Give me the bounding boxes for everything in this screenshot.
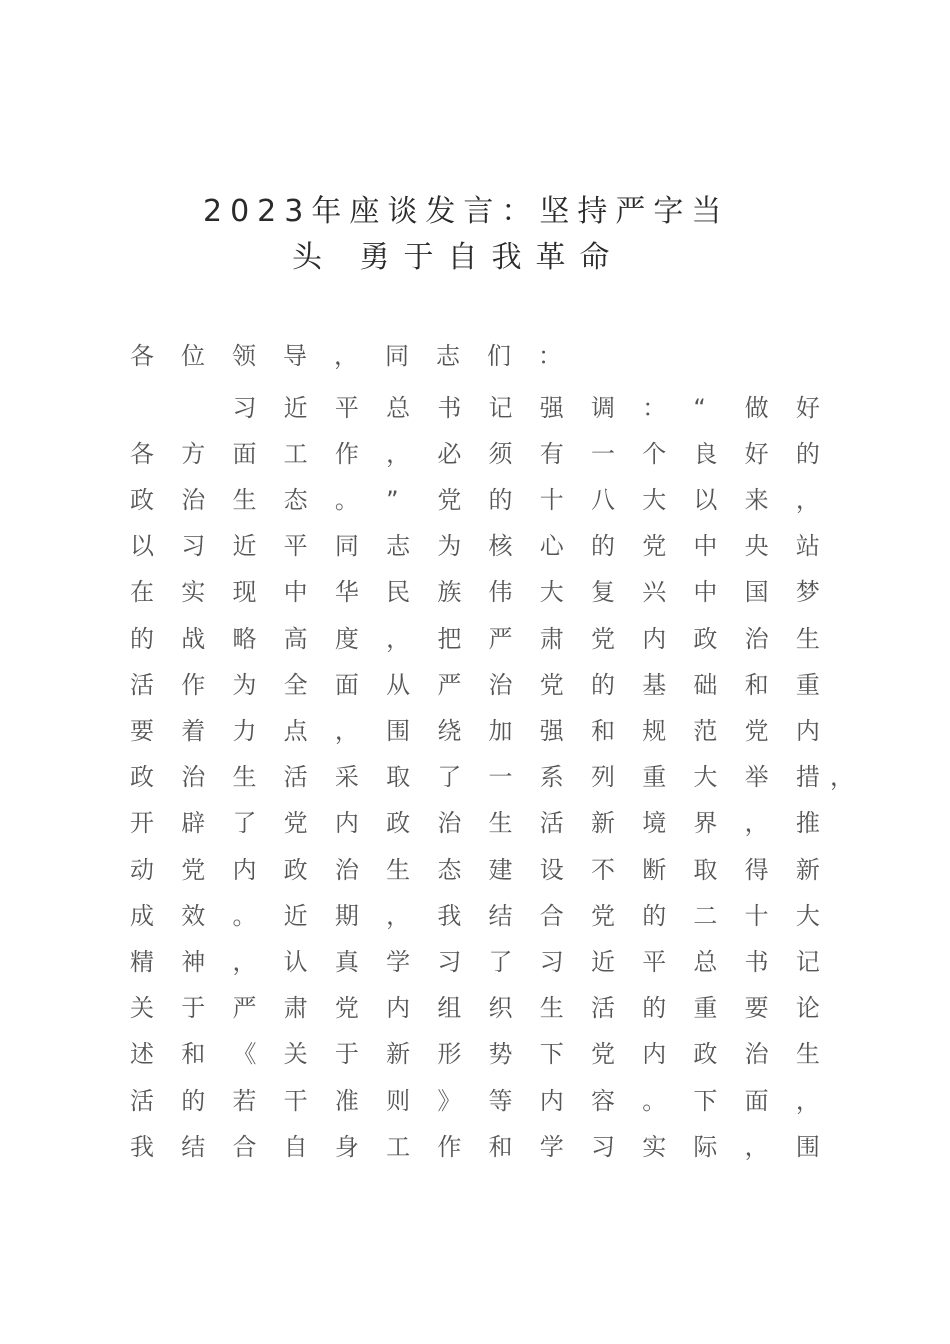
document-title-line-2: 头 勇于自我革命 xyxy=(292,240,624,275)
overflow-comma: ， xyxy=(830,763,854,791)
body-line: 精 神 ， 认 真 学 习 了 习 近 平 总 书 记 xyxy=(130,948,820,976)
body-line: 在 实 现 中 华 民 族 伟 大 复 兴 中 国 梦 xyxy=(130,578,820,606)
body-line: 成 效 。 近 期 ， 我 结 合 党 的 二 十 大 xyxy=(130,902,820,930)
body-line: 动 党 内 政 治 生 态 建 设 不 断 取 得 新 xyxy=(130,856,820,884)
body-line: 活 作 为 全 面 从 严 治 党 的 基 础 和 重 xyxy=(130,671,820,699)
body-line: 要 着 力 点 ， 围 绕 加 强 和 规 范 党 内 xyxy=(130,717,820,745)
body-line: 开 辟 了 党 内 政 治 生 活 新 境 界 ， 推 xyxy=(130,809,820,837)
body-line: 述 和 《 关 于 新 形 势 下 党 内 政 治 生 xyxy=(130,1040,820,1068)
body-line: 活 的 若 干 准 则 》 等 内 容 。 下 面 ， xyxy=(130,1087,820,1115)
salutation: 各位领导，同志们： xyxy=(130,342,589,370)
document-title-line-1: 2023年座谈发言：坚持严字当 xyxy=(203,194,730,229)
body-line: 各 方 面 工 作 ， 必 须 有 一 个 良 好 的 xyxy=(130,440,820,468)
body-line: 的 战 略 高 度 ， 把 严 肃 党 内 政 治 生 xyxy=(130,625,820,653)
body-line: 习 近 平 总 书 记 强 调 ： “ 做 好 xyxy=(232,394,820,422)
body-line: 以 习 近 平 同 志 为 核 心 的 党 中 央 站 xyxy=(130,532,820,560)
body-line: 政 治 生 态 。 ” 党 的 十 八 大 以 来 ， xyxy=(130,486,820,514)
body-line: 我 结 合 自 身 工 作 和 学 习 实 际 ， 围 xyxy=(130,1133,820,1161)
body-line: 政 治 生 活 采 取 了 一 系 列 重 大 举 措 xyxy=(130,763,820,791)
body-line: 关 于 严 肃 党 内 组 织 生 活 的 重 要 论 xyxy=(130,994,820,1022)
